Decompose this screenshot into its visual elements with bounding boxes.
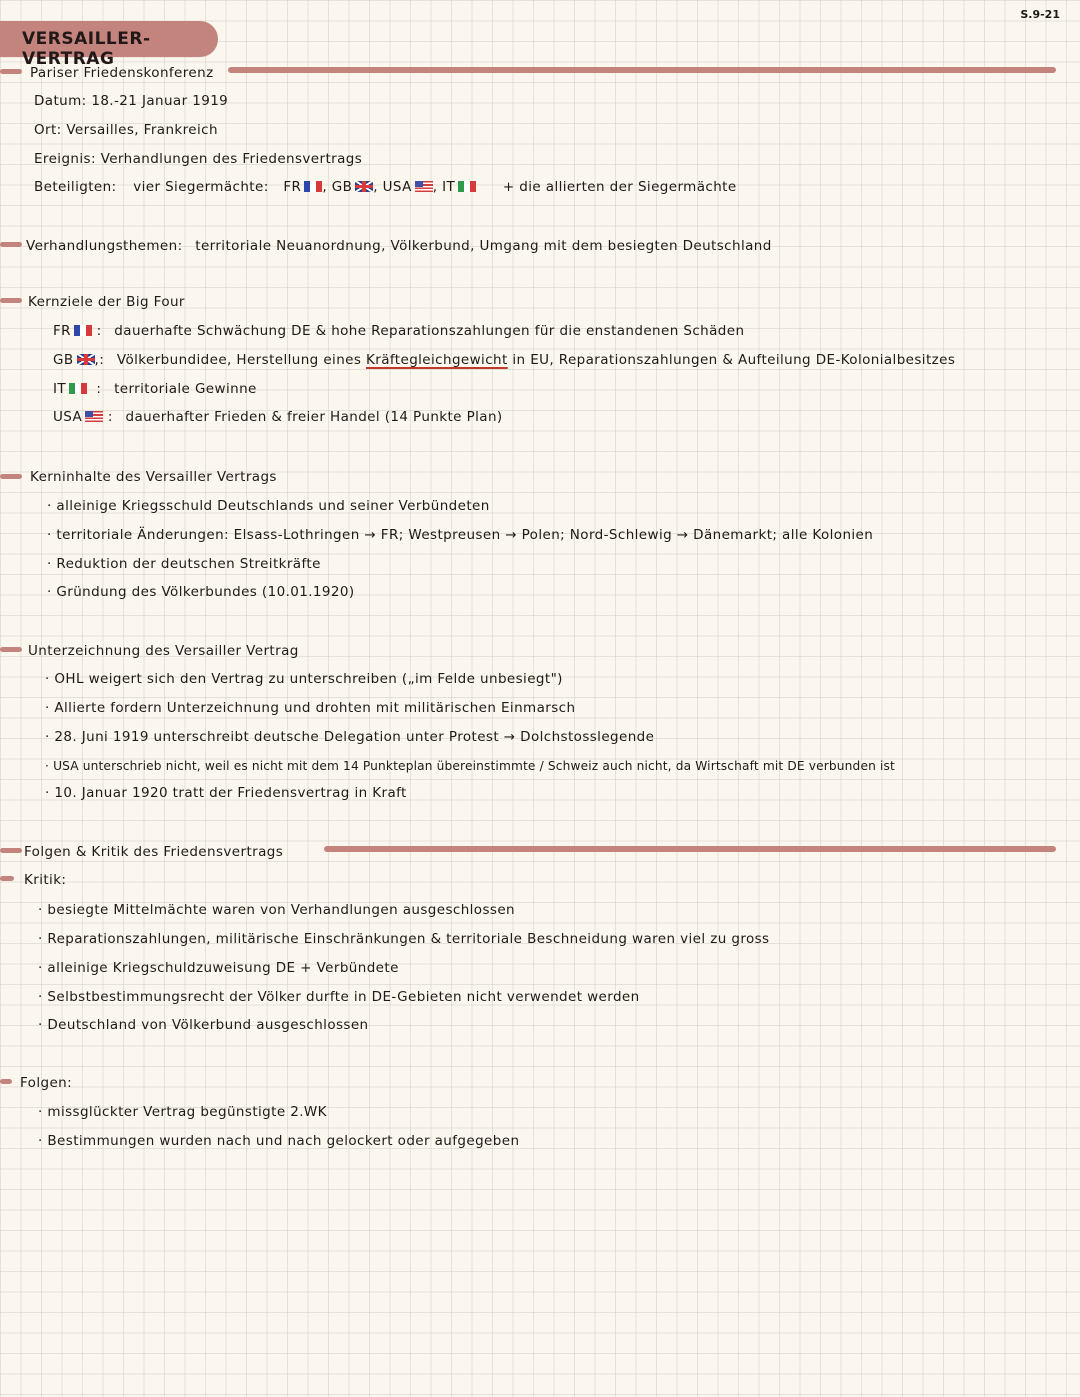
kernziel-usa-label: USA: [53, 409, 83, 425]
section-heading-kerninhalte: Kerninhalte des Versailler Vertrags: [30, 469, 277, 485]
list-item: · 28. Juni 1919 unterschreibt deutsche Delegation unter Protest → Dolchstosslegende: [45, 729, 655, 745]
kernziel-usa-text: dauerhafter Frieden & freier Handel (14 Punkte Plan): [125, 409, 503, 425]
section-marker: [0, 474, 22, 479]
page-title: VERSAILLER-VERTRAG: [22, 29, 151, 69]
ort-label: Ort:: [34, 122, 62, 138]
beteiligte-suffix: + die allierten der Siegermächte: [502, 179, 737, 195]
list-item-text: Reduktion der deutschen Streitkräfte: [56, 556, 321, 572]
section-heading-folgen-kritik: Folgen & Kritik des Friedensvertrags: [24, 844, 284, 860]
datum-label: Datum:: [34, 93, 87, 109]
datum-line: [34, 92, 228, 110]
section-rule: [324, 846, 1056, 852]
beteiligte-label: Beteiligten:: [34, 179, 117, 195]
list-item: · Gründung des Völkerbundes (10.01.1920): [47, 584, 355, 600]
list-item: · Bestimmungen wurden nach und nach gelockert oder aufgegeben: [38, 1133, 520, 1149]
country-usa: USA: [382, 179, 412, 195]
list-item-text: 28. Juni 1919 unterschreibt deutsche Delegation unter Protest → Dolchstosslegende: [54, 729, 655, 745]
list-item: · 10. Januar 1920 tratt der Friedensvertrag in Kraft: [45, 785, 407, 801]
kernziel-gb-label: GB: [53, 352, 74, 368]
country-fr: FR: [283, 179, 302, 195]
section-marker: [0, 298, 22, 303]
section-rule: [228, 67, 1056, 73]
kernziel-it-text: territoriale Gewinne: [114, 381, 257, 397]
kernziel-fr: FR : dauerhafte Schwächung DE & hohe Reparationszahlungen für die enstandenen Schäden: [53, 323, 745, 339]
section-marker: [0, 876, 14, 881]
list-item: · territoriale Änderungen: Elsass-Lothringen → FR; Westpreusen → Polen; Nord-Schlewig → Dänemarkt; alle Kolonien: [47, 527, 874, 543]
list-item-text: Deutschland von Völkerbund ausgeschlossen: [47, 1017, 369, 1033]
section-marker: [0, 69, 22, 74]
italy-flag-icon: [69, 383, 87, 394]
usa-flag-icon: [85, 411, 103, 422]
list-item: · USA unterschrieb nicht, weil es nicht mit dem 14 Punkteplan übereinstimmte / Schweiz auch nicht, da Wirtschaft mit DE verbunden ist: [45, 759, 895, 773]
usa-flag-icon: [415, 181, 433, 192]
list-item: · Allierte fordern Unterzeichnung und drohten mit militärischen Einmarsch: [45, 700, 576, 716]
datum-value: 18.-21 Januar 1919: [91, 93, 229, 109]
uk-flag-icon: [77, 354, 95, 365]
list-item-text: USA unterschrieb nicht, weil es nicht mit dem 14 Punkteplan übereinstimmte / Schweiz auch nicht, da Wirtschaft mit DE verbunden ist: [53, 759, 895, 773]
list-item: · Selbstbestimmungsrecht der Völker durfte in DE-Gebieten nicht verwendet werden: [38, 989, 640, 1005]
uk-flag-icon: [355, 181, 373, 192]
section-marker: [0, 242, 22, 247]
list-item: · alleinige Kriegsschuld Deutschlands und seiner Verbündeten: [47, 498, 490, 514]
section-heading-unterzeichnung: Unterzeichnung des Versailler Vertrag: [28, 643, 299, 659]
verhandlung-heading: Verhandlungsthemen:: [26, 238, 183, 254]
country-it: IT: [442, 179, 456, 195]
list-item: · Reparationszahlungen, militärische Einschränkungen & territoriale Beschneidung waren viel zu gross: [38, 931, 770, 947]
france-flag-icon: [304, 181, 322, 192]
ort-line: [34, 121, 218, 139]
title-banner: [0, 21, 218, 69]
list-item-text: Selbstbestimmungsrecht der Völker durfte in DE-Gebieten nicht verwendet werden: [47, 989, 640, 1005]
section-heading-kernziele: Kernziele der Big Four: [28, 294, 185, 310]
kernziel-usa: USA : dauerhafter Frieden & freier Handel (14 Punkte Plan): [53, 409, 503, 425]
beteiligte-text: vier Siegermächte:: [133, 179, 269, 195]
kernziel-gb-text-a: Völkerbundidee, Herstellung eines: [116, 352, 362, 368]
list-item-text: Reparationszahlungen, militärische Einschränkungen & territoriale Beschneidung waren viel zu gross: [47, 931, 770, 947]
list-item-text: alleinige Kriegschuldzuweisung DE + Verbündete: [47, 960, 399, 976]
kernziel-gb: GB ,: Völkerbundidee, Herstellung eines Kräftegleichgewicht in EU, Reparationszahlungen & Aufteilung DE-Kolonialbesitzes: [53, 352, 956, 368]
list-item: · Deutschland von Völkerbund ausgeschlossen: [38, 1017, 369, 1033]
list-item-text: alleinige Kriegsschuld Deutschlands und seiner Verbündeten: [56, 498, 490, 514]
france-flag-icon: [74, 325, 92, 336]
list-item: · Reduktion der deutschen Streitkräfte: [47, 556, 321, 572]
kernziel-fr-label: FR: [53, 323, 71, 339]
kernziel-gb-text-b: in EU, Reparationszahlungen & Aufteilung DE-Kolonialbesitzes: [512, 352, 956, 368]
kritik-label: Kritik:: [24, 872, 67, 888]
ort-value: Versailles, Frankreich: [66, 122, 218, 138]
kernziel-it: IT : territoriale Gewinne: [53, 381, 257, 397]
ereignis-label: Ereignis:: [34, 151, 96, 167]
list-item: · missglückter Vertrag begünstigte 2.WK: [38, 1104, 327, 1120]
folgen-label: Folgen:: [20, 1075, 73, 1091]
list-item-text: territoriale Änderungen: Elsass-Lothringen → FR; Westpreusen → Polen; Nord-Schlewig → Dänemarkt; alle Kolonien: [56, 527, 874, 543]
ereignis-line: [34, 150, 362, 168]
beteiligte-line: Beteiligten: vier Siegermächte: FR , GB , USA , IT + die allierten der Siegermächte: [34, 179, 737, 195]
section-heading-konferenz: Pariser Friedenskonferenz: [30, 65, 214, 81]
page-number: S.9-21: [1020, 8, 1060, 21]
list-item-text: Bestimmungen wurden nach und nach gelockert oder aufgegeben: [47, 1133, 520, 1149]
section-marker: [0, 1079, 12, 1084]
list-item-text: Gründung des Völkerbundes (10.01.1920): [56, 584, 355, 600]
list-item-text: besiegte Mittelmächte waren von Verhandlungen ausgeschlossen: [47, 902, 515, 918]
list-item-text: Allierte fordern Unterzeichnung und drohten mit militärischen Einmarsch: [54, 700, 576, 716]
ereignis-value: Verhandlungen des Friedensvertrags: [100, 151, 363, 167]
verhandlung-line: [26, 237, 772, 255]
list-item: · OHL weigert sich den Vertrag zu unterschreiben („im Felde unbesiegt"): [45, 671, 563, 687]
section-marker: [0, 848, 22, 853]
list-item: · alleinige Kriegschuldzuweisung DE + Verbündete: [38, 960, 399, 976]
verhandlung-text: territoriale Neuanordnung, Völkerbund, Umgang mit dem besiegten Deutschland: [195, 238, 772, 254]
kernziel-it-label: IT: [53, 381, 67, 397]
italy-flag-icon: [458, 181, 476, 192]
section-marker: [0, 647, 22, 652]
country-gb: GB: [331, 179, 353, 195]
list-item: · besiegte Mittelmächte waren von Verhandlungen ausgeschlossen: [38, 902, 515, 918]
list-item-text: 10. Januar 1920 tratt der Friedensvertrag in Kraft: [54, 785, 407, 801]
list-item-text: missglückter Vertrag begünstigte 2.WK: [47, 1104, 327, 1120]
kraeftegleichgewicht-highlight: Kräftegleichgewicht: [366, 352, 508, 368]
list-item-text: OHL weigert sich den Vertrag zu unterschreiben („im Felde unbesiegt"): [54, 671, 563, 687]
kernziel-fr-text: dauerhafte Schwächung DE & hohe Reparationszahlungen für die enstandenen Schäden: [114, 323, 745, 339]
